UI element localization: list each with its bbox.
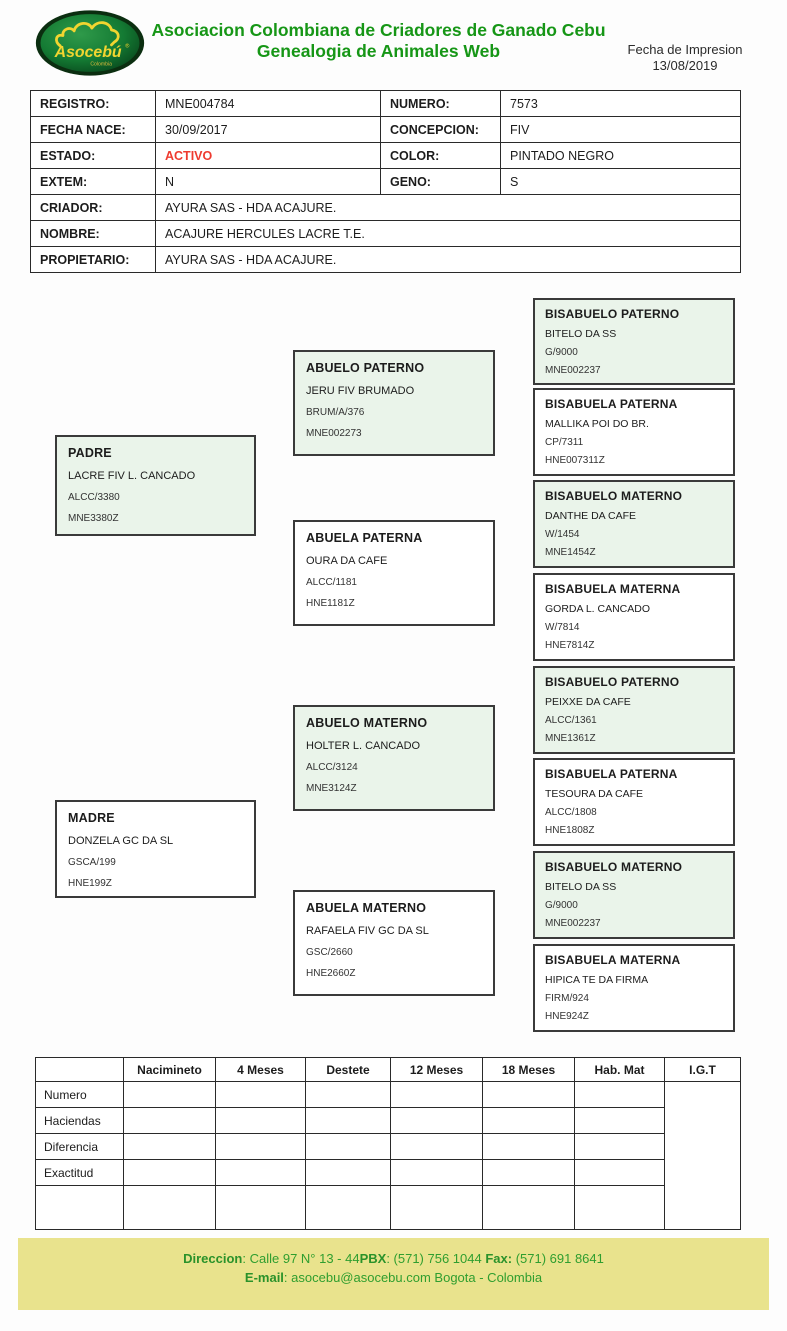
bisabuela-title: BISABUELA PATERNA	[545, 767, 678, 781]
stats-header-row	[36, 1058, 741, 1082]
bisabuela-registry: HNE1808Z	[545, 825, 595, 836]
stats-row-exactitud: Exactitud	[36, 1160, 124, 1186]
stats-cell	[575, 1108, 665, 1134]
footer-address-line	[18, 1249, 769, 1268]
fecha-nace-label: FECHA NACE:	[31, 117, 156, 143]
stats-cell	[216, 1186, 306, 1230]
stats-cell	[306, 1082, 391, 1108]
padre-title: PADRE	[68, 446, 112, 460]
stats-col-destete: Destete	[306, 1058, 391, 1082]
stats-col-habmat: Hab. Mat	[575, 1058, 665, 1082]
table-row	[31, 169, 741, 195]
stats-cell	[36, 1186, 124, 1230]
estado-label: ESTADO:	[31, 143, 156, 169]
bisabuela-name: GORDA L. CANCADO	[545, 603, 651, 615]
stats-cell	[575, 1186, 665, 1230]
bisabuela-box	[533, 388, 735, 476]
bisabuelo-box	[533, 666, 735, 754]
stats-cell	[391, 1082, 483, 1108]
abuelo-materno-box	[293, 705, 495, 811]
stats-cell	[391, 1186, 483, 1230]
asocebu-logo	[34, 8, 146, 78]
table-row	[36, 1082, 741, 1108]
abuelo-paterno-code: BRUM/A/376	[306, 407, 365, 418]
bisabuela-box	[533, 944, 735, 1032]
registro-value: MNE004784	[156, 91, 381, 117]
direccion-text: : Calle 97 N° 13 - 44	[242, 1251, 360, 1266]
stats-igt-cell	[665, 1082, 741, 1230]
bisabuela-name: MALLIKA POI DO BR.	[545, 418, 649, 430]
color-value: PINTADO NEGRO	[501, 143, 741, 169]
fax-text: (571) 691 8641	[512, 1251, 604, 1266]
padre-registry: MNE3380Z	[68, 513, 119, 524]
print-date-value: 13/08/2019	[652, 58, 718, 73]
stats-row-diferencia: Diferencia	[36, 1134, 124, 1160]
bisabuelo-registry: MNE1361Z	[545, 733, 596, 744]
abuela-materna-box	[293, 890, 495, 996]
logo-oval-icon	[34, 8, 146, 78]
propietario-label: PROPIETARIO:	[31, 247, 156, 273]
bisabuelo-title: BISABUELO PATERNO	[545, 675, 680, 689]
pedigree-tree	[0, 285, 787, 1045]
stats-row-haciendas: Haciendas	[36, 1108, 124, 1134]
stats-cell	[575, 1134, 665, 1160]
table-row	[36, 1134, 741, 1160]
stats-cell	[124, 1134, 216, 1160]
logo-brand-text: Asocebú	[54, 43, 122, 61]
madre-name: DONZELA GC DA SL	[68, 835, 174, 847]
bisabuelo-title: BISABUELO MATERNO	[545, 860, 683, 874]
abuela-paterna-name: OURA DA CAFE	[306, 555, 388, 567]
stats-cell	[306, 1160, 391, 1186]
bisabuelo-code: ALCC/1361	[545, 715, 597, 726]
bisabuelo-name: PEIXXE DA CAFE	[545, 696, 631, 708]
bisabuela-code: W/7814	[545, 622, 580, 633]
abuelo-paterno-box	[293, 350, 495, 456]
bisabuelo-code: G/9000	[545, 347, 578, 358]
nombre-value: ACAJURE HERCULES LACRE T.E.	[156, 221, 741, 247]
abuela-paterna-registry: HNE1181Z	[306, 598, 355, 609]
pbx-text: : (571) 756 1044	[386, 1251, 486, 1266]
bisabuelo-registry: MNE1454Z	[545, 547, 596, 558]
abuelo-paterno-registry: MNE002273	[306, 428, 362, 439]
bisabuelo-registry: MNE002237	[545, 365, 601, 376]
title-line-1: Asociacion Colombiana de Criadores de Ganado Cebu	[151, 20, 606, 40]
stats-cell	[124, 1082, 216, 1108]
padre-name: LACRE FIV L. CANCADO	[68, 470, 196, 482]
bisabuelo-name: BITELO DA SS	[545, 328, 617, 340]
table-row	[31, 221, 741, 247]
bisabuela-registry: HNE7814Z	[545, 640, 595, 651]
table-row	[31, 247, 741, 273]
email-text: : asocebu@asocebu.com Bogota - Colombia	[283, 1270, 543, 1285]
abuelo-materno-code: ALCC/3124	[306, 762, 358, 773]
geno-label: GENO:	[381, 169, 501, 195]
bisabuela-box	[533, 758, 735, 846]
fax-label: Fax:	[485, 1251, 513, 1266]
stats-col-nacimineto: Nacimineto	[124, 1058, 216, 1082]
bisabuela-registry: HNE924Z	[545, 1011, 589, 1022]
concepcion-value: FIV	[501, 117, 741, 143]
madre-box	[55, 800, 256, 898]
stats-cell	[575, 1082, 665, 1108]
bisabuela-title: BISABUELA PATERNA	[545, 397, 678, 411]
stats-cell	[483, 1082, 575, 1108]
stats-col-igt: I.G.T	[665, 1058, 741, 1082]
stats-cell	[575, 1160, 665, 1186]
stats-col-blank	[36, 1058, 124, 1082]
padre-box	[55, 435, 256, 536]
abuela-paterna-title: ABUELA PATERNA	[306, 531, 423, 545]
title-line-2: Genealogia de Animales Web	[256, 41, 501, 61]
email-label: E-mail	[244, 1270, 284, 1285]
abuelo-materno-title: ABUELO MATERNO	[306, 716, 428, 730]
page-title	[146, 8, 611, 62]
stats-table	[35, 1057, 741, 1230]
bisabuela-box	[533, 573, 735, 661]
table-row	[36, 1160, 741, 1186]
stats-col-4meses: 4 Meses	[216, 1058, 306, 1082]
bisabuelo-registry: MNE002237	[545, 918, 601, 929]
table-row	[31, 91, 741, 117]
bisabuela-registry: HNE007311Z	[545, 455, 605, 466]
numero-label: NUMERO:	[381, 91, 501, 117]
registry-table	[30, 90, 741, 273]
nombre-label: NOMBRE:	[31, 221, 156, 247]
bisabuelo-box	[533, 851, 735, 939]
stats-cell	[391, 1108, 483, 1134]
bisabuelo-title: BISABUELO MATERNO	[545, 489, 683, 503]
stats-cell	[216, 1134, 306, 1160]
criador-value: AYURA SAS - HDA ACAJURE.	[156, 195, 741, 221]
abuelo-paterno-name: JERU FIV BRUMADO	[306, 385, 415, 397]
madre-registry: HNE199Z	[68, 878, 112, 889]
stats-cell	[483, 1108, 575, 1134]
bisabuelo-box	[533, 298, 735, 385]
bisabuela-title: BISABUELA MATERNA	[545, 953, 681, 967]
bisabuela-code: FIRM/924	[545, 993, 589, 1004]
abuela-materna-title: ABUELA MATERNO	[306, 901, 427, 915]
table-row	[36, 1108, 741, 1134]
bisabuelo-name: BITELO DA SS	[545, 881, 617, 893]
madre-title: MADRE	[68, 811, 115, 825]
table-row	[31, 117, 741, 143]
stats-cell	[306, 1186, 391, 1230]
stats-col-12meses: 12 Meses	[391, 1058, 483, 1082]
madre-code: GSCA/199	[68, 857, 116, 868]
page-header	[0, 0, 787, 84]
stats-cell	[483, 1134, 575, 1160]
estado-value: ACTIVO	[156, 143, 381, 169]
bisabuela-code: CP/7311	[545, 437, 584, 448]
abuelo-materno-name: HOLTER L. CANCADO	[306, 740, 421, 752]
stats-cell	[483, 1160, 575, 1186]
bisabuelo-box	[533, 480, 735, 568]
footer-email-line	[18, 1268, 769, 1287]
concepcion-label: CONCEPCION:	[381, 117, 501, 143]
direccion-label: Direccion	[183, 1251, 243, 1266]
abuela-materna-code: GSC/2660	[306, 947, 353, 958]
color-label: COLOR:	[381, 143, 501, 169]
abuelo-materno-registry: MNE3124Z	[306, 783, 357, 794]
padre-code: ALCC/3380	[68, 492, 120, 503]
stats-col-18meses: 18 Meses	[483, 1058, 575, 1082]
bisabuelo-code: G/9000	[545, 900, 578, 911]
stats-cell	[124, 1186, 216, 1230]
stats-cell	[391, 1134, 483, 1160]
numero-value: 7573	[501, 91, 741, 117]
abuela-paterna-code: ALCC/1181	[306, 577, 357, 588]
logo-sub-text: Colombia	[90, 61, 113, 68]
bisabuelo-title: BISABUELO PATERNO	[545, 307, 680, 321]
abuela-materna-name: RAFAELA FIV GC DA SL	[306, 925, 429, 937]
bisabuela-name: TESOURA DA CAFE	[545, 788, 644, 800]
stats-cell	[216, 1082, 306, 1108]
bisabuela-code: ALCC/1808	[545, 807, 597, 818]
bisabuela-name: HIPICA TE DA FIRMA	[545, 974, 649, 986]
stats-cell	[216, 1160, 306, 1186]
fecha-nace-value: 30/09/2017	[156, 117, 381, 143]
logo-registered-mark: ®	[125, 43, 130, 50]
extem-value: N	[156, 169, 381, 195]
extem-label: EXTEM:	[31, 169, 156, 195]
abuela-materna-registry: HNE2660Z	[306, 968, 356, 979]
propietario-value: AYURA SAS - HDA ACAJURE.	[156, 247, 741, 273]
table-row	[36, 1186, 741, 1230]
stats-cell	[483, 1186, 575, 1230]
stats-cell	[306, 1134, 391, 1160]
stats-row-numero: Numero	[36, 1082, 124, 1108]
abuelo-paterno-title: ABUELO PATERNO	[306, 361, 425, 375]
criador-label: CRIADOR:	[31, 195, 156, 221]
geno-value: S	[501, 169, 741, 195]
table-row	[31, 143, 741, 169]
pbx-label: PBX	[359, 1251, 387, 1266]
abuela-paterna-box	[293, 520, 495, 626]
stats-cell	[391, 1160, 483, 1186]
stats-cell	[124, 1108, 216, 1134]
bisabuelo-code: W/1454	[545, 529, 580, 540]
bisabuela-title: BISABUELA MATERNA	[545, 582, 681, 596]
print-date-block	[611, 8, 759, 74]
registro-label: REGISTRO:	[31, 91, 156, 117]
stats-cell	[124, 1160, 216, 1186]
table-row	[31, 195, 741, 221]
print-date-label: Fecha de Impresion	[627, 42, 743, 57]
stats-cell	[306, 1108, 391, 1134]
stats-cell	[216, 1108, 306, 1134]
bisabuelo-name: DANTHE DA CAFE	[545, 510, 637, 522]
page-footer	[18, 1238, 769, 1310]
